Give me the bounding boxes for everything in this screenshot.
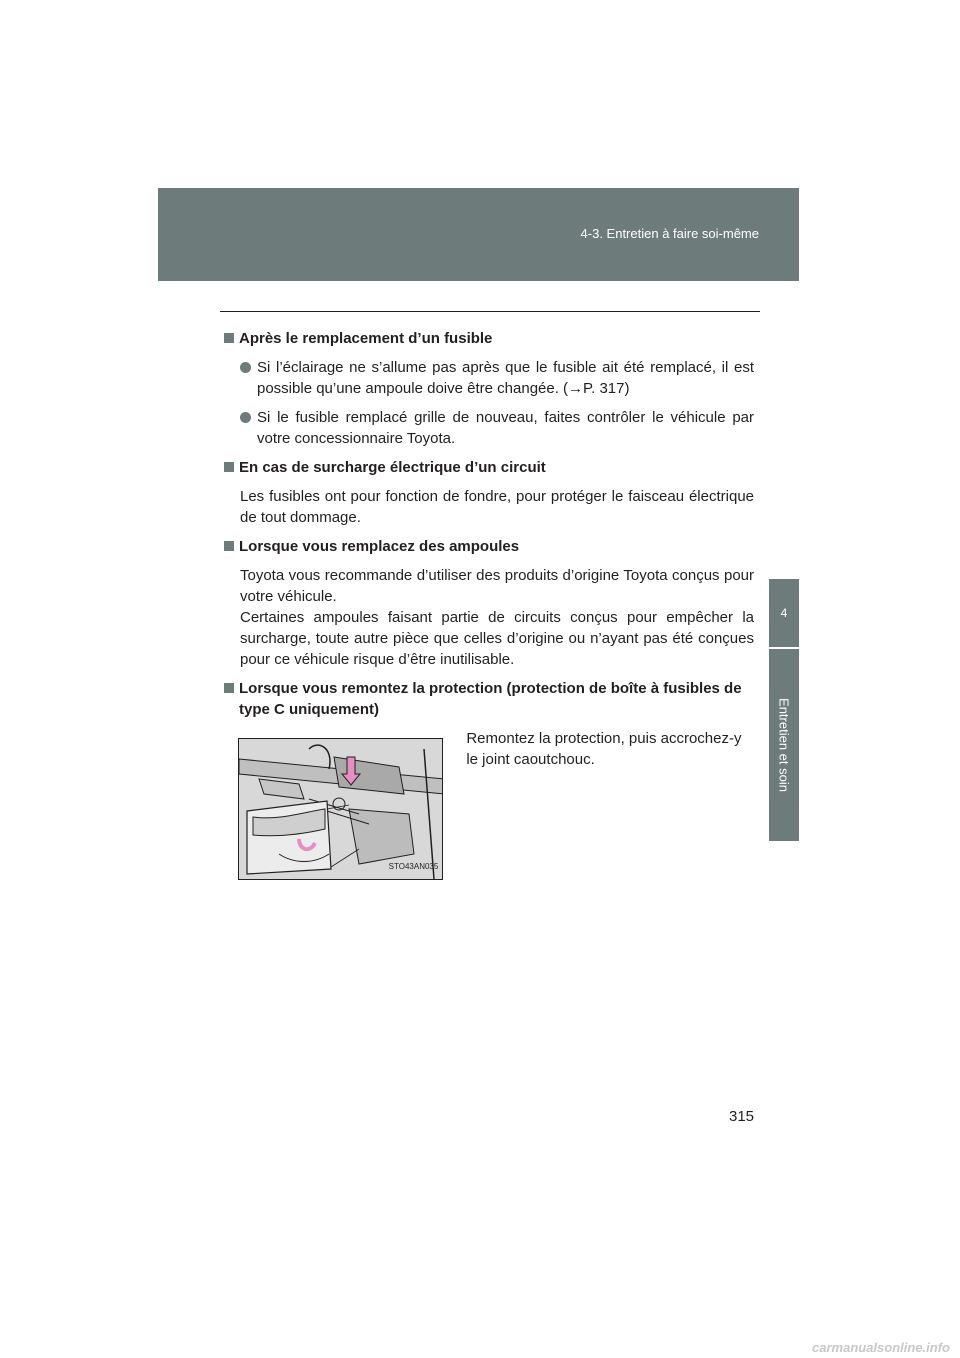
paragraph: Les fusibles ont pour fonction de fondre, pour protéger le faisceau électrique de tout dommage. <box>240 488 754 526</box>
heading-text: Lorsque vous remplacez des ampoules <box>239 538 520 555</box>
header-rule <box>220 311 760 312</box>
square-bullet-icon <box>224 683 234 693</box>
square-bullet-icon <box>224 541 234 551</box>
chapter-tab[interactable] <box>769 649 799 841</box>
page-content <box>224 328 754 880</box>
figure-code: STO43AN035 <box>388 862 439 871</box>
header-band <box>158 188 799 281</box>
round-bullet-icon <box>240 412 251 423</box>
square-bullet-icon <box>224 333 234 343</box>
heading-text: Après le remplacement d’un fusible <box>239 330 493 347</box>
chapter-tab-number[interactable]: 4 <box>769 579 799 647</box>
bullet-text: Si le fusible remplacé grille de nouveau, faites contrôler le véhicule par votre concessionnaire Toyota. <box>257 409 754 447</box>
heading-text: En cas de surcharge électrique d’un circuit <box>239 459 546 476</box>
fuse-box-cover-illustration <box>238 738 443 880</box>
heading-replacing-bulbs <box>224 536 754 557</box>
section-title: 4-3. Entretien à faire soi-même <box>580 226 759 241</box>
paragraph: Toyota vous recommande d’utiliser des produits d’origine Toyota conçus pour votre véhicule. <box>240 567 754 605</box>
square-bullet-icon <box>224 462 234 472</box>
chapter-tab-title: Entretien et soin <box>776 698 792 792</box>
heading-after-fuse-replacement <box>224 328 754 349</box>
round-bullet-icon <box>240 362 251 373</box>
paragraph: Certaines ampoules faisant partie de circuits conçus pour empêcher la surcharge, toute autre pièce que celles d’origine ou n’ayant pas été conçues pour ce véhicule risque d’être inutilisable. <box>240 609 754 668</box>
page-number: 315 <box>729 1108 755 1125</box>
bullet-item <box>240 357 754 399</box>
heading-text: Lorsque vous remontez la protection (protection de boîte à fusibles de type C uniquement) <box>239 680 742 718</box>
heading-refitting-cover <box>224 678 754 720</box>
bullet-item <box>240 407 754 449</box>
bullet-text: Si l’éclairage ne s’allume pas après que le fusible ait été remplacé, il est possible qu’une ampoule doive être changée. (→P. 317) <box>257 359 754 397</box>
watermark: carmanualsonline.info <box>812 1340 950 1355</box>
figure-caption: Remontez la protection, puis accrochez-y le joint caoutchouc. <box>466 730 742 768</box>
heading-circuit-overload <box>224 457 754 478</box>
figure-row <box>238 728 754 880</box>
